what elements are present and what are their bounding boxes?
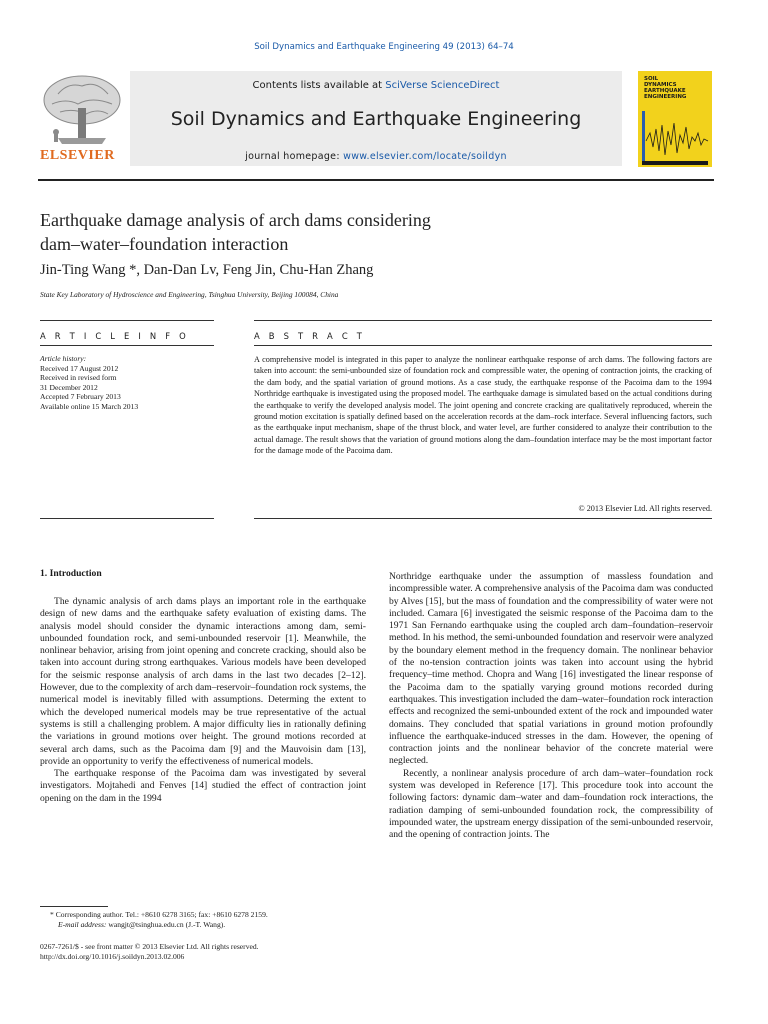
history-label: Article history: (40, 354, 87, 363)
article-title-line: dam–water–foundation interaction (40, 234, 289, 254)
journal-homepage (130, 151, 622, 162)
contents-line (130, 80, 622, 91)
article-info-rule-top (40, 320, 214, 321)
history-line: 31 December 2012 (40, 382, 98, 392)
article-history (40, 354, 138, 412)
abstract-rule-bottom (254, 518, 712, 519)
front-matter-footnote (40, 942, 366, 962)
cover-title-line: ENGINEERING (644, 94, 687, 100)
footnote-rule (40, 906, 108, 907)
elsevier-wordmark: ELSEVIER (40, 148, 115, 163)
paragraph: The dynamic analysis of arch dams plays an important role in the earthquake design of new dams and the earthquake safety evaluation of existing dams. The analysis model should consider the dynamic interactions among dam, semi-unbounded foundation rock, and semi-unbounded reservoir [1]. Meanwhile, the nonlinear behavior, arising from joint opening and concrete cracking, should also be taken into account during strong earthquakes. Various models have been developed for the seismic response analysis of arch dams in the last two decades [2–12]. However, due to the complexity of arch dam–reservoir–foundation rock systems, the numerical model is inevitably filled with assumptions. Determing the extent to which the developed numerical models may be true representative of the actual systems is still a challenging problem. A major difficulty lies in rationally defining the variations in ground motions over height. The ground motions recorded at several arch dams, such as the Pacoima dam [9] and the Mauvoisin dam [13], provide an opportunity to verify the effectiveness of numerical models. (40, 596, 366, 767)
email-address[interactable]: wangjt@tsinghua.edu.cn (J.-T. Wang). (108, 920, 226, 929)
abstract-rule-mid (254, 345, 712, 346)
running-head[interactable]: Soil Dynamics and Earthquake Engineering 49 (2013) 64–74 (254, 42, 514, 52)
abstract-rule-top (254, 320, 712, 321)
section-heading-introduction: 1. Introduction (40, 568, 102, 579)
cover-title-line: SOIL (644, 76, 659, 82)
corresponding-author-footnote (50, 910, 366, 930)
paragraph: The earthquake response of the Pacoima dam was investigated by several investigators. Mojtahedi and Fenves [14] studied the effect of contraction joint opening on the dam in the 1994 (40, 768, 366, 804)
doi-link[interactable]: http://dx.doi.org/10.1016/j.soildyn.2013.02.006 (40, 952, 185, 961)
right-column (389, 571, 713, 842)
history-line: Accepted 7 February 2013 (40, 392, 121, 402)
header-divider (38, 179, 714, 181)
issn-line: 0267-7261/$ - see front matter © 2013 Elsevier Ltd. All rights reserved. (40, 942, 259, 951)
cover-title (644, 76, 686, 100)
article-title (40, 208, 680, 256)
email-label: E-mail address: (58, 920, 107, 929)
abstract-copyright: © 2013 Elsevier Ltd. All rights reserved. (578, 504, 712, 513)
contents-prefix: Contents lists available at (252, 80, 386, 91)
journal-title: Soil Dynamics and Earthquake Engineering (170, 108, 582, 130)
journal-cover-thumbnail (638, 71, 712, 167)
abstract-text: A comprehensive model is integrated in this paper to analyze the nonlinear earthquake response of arch dams. The following factors are taken into account: the semi-unbounded size of foundation rock and compressible water, the opening of contraction joints, the cracking of the dam body, and the spatial variation of ground motions. As a case study, the earthquake response of the Pacoima dam to the 1994 Northridge earthquake is investigated using the proposed model. The earthquake damage is simulated based on the actual conditions during the earthquake to verify the developed analysis model. The joint opening and concrete cracking are qualitatively reproduced, wherein the ground motion excitation is spatially defined based on the acceleration records at the dam–rock interface. Several influencing factors, such as the earthquake input mechanism, shape of the thrust block, and water level, are further considered to analyze their contribution to the actual damage. The result shows that the variation of ground motions along the dam–foundation interface may be the most important factor for the damage mode of the Pacoima dam. (254, 355, 712, 456)
corresponding-author: * Corresponding author. Tel.: +8610 6278 3165; fax: +8610 6278 2159. (50, 910, 268, 919)
cover-seismogram-graphic (638, 111, 712, 167)
article-info-heading: A R T I C L E I N F O (40, 331, 189, 341)
paragraph: Recently, a nonlinear analysis procedure of arch dam–water–foundation rock system was developed in Reference [17]. This procedure took into account the following factors: dynamic dam–water and dam–foundation rock interactions, the radiation damping of semi-unbounded foundation rock, the compressibility of impounded water, the upstream energy dissipation of the semi-unbounded reservoir, and the opening of contraction joints. The (389, 767, 713, 841)
article-info-rule-bottom (40, 518, 214, 519)
cover-title-line: EARTHQUAKE (644, 88, 686, 94)
cover-title-line: DYNAMICS (644, 82, 677, 88)
history-line: Received in revised form (40, 373, 117, 383)
affiliation: State Key Laboratory of Hydroscience and Engineering, Tsinghua University, Beijing 100084, China (40, 290, 339, 299)
history-line: Received 17 August 2012 (40, 363, 119, 373)
left-column (40, 596, 366, 805)
sciencedirect-link[interactable]: SciVerse ScienceDirect (385, 80, 500, 91)
paragraph: Northridge earthquake under the assumption of massless foundation and incompressible water. A comprehensive analysis of the Pacoima dam was conducted by Alves [15], but the mass of foundation and the compressibility of water were not included. Camara [6] investigated the seismic response of the Pacoima dam to the 1971 San Fernando earthquake using the coupled arch dam–foundation–reservoir method. In his method, the semi-unbounded foundation and reservoir were analyzed by the boundary element method in the frequency domain. The nonlinear behavior of the no-tension contraction joints was taken into account using the hybrid frequency–time method. Chopra and Wang [16] investigated the linear response of the Pacoima dam to the spatially varying ground motions recorded during earthquakes. This investigation included the dam–water–foundation rock interaction effects and recognized the semi-unbounded extent of the rock and impounded water domains. They concluded that spatial variations in ground motion profoundly influence the earthquake-induced stresses in the dam. However, the opening of contraction joints and the nonlinear behavior of the concrete material were neglected. (389, 571, 713, 767)
abstract-heading: A B S T R A C T (254, 331, 366, 341)
article-title-line: Earthquake damage analysis of arch dams considering (40, 210, 431, 230)
homepage-link[interactable]: www.elsevier.com/locate/soildyn (343, 151, 507, 162)
homepage-prefix: journal homepage: (245, 151, 344, 162)
author-list: Jin-Ting Wang *, Dan-Dan Lv, Feng Jin, Chu-Han Zhang (40, 262, 374, 278)
article-info-rule-mid (40, 345, 214, 346)
history-line: Available online 15 March 2013 (40, 401, 139, 411)
